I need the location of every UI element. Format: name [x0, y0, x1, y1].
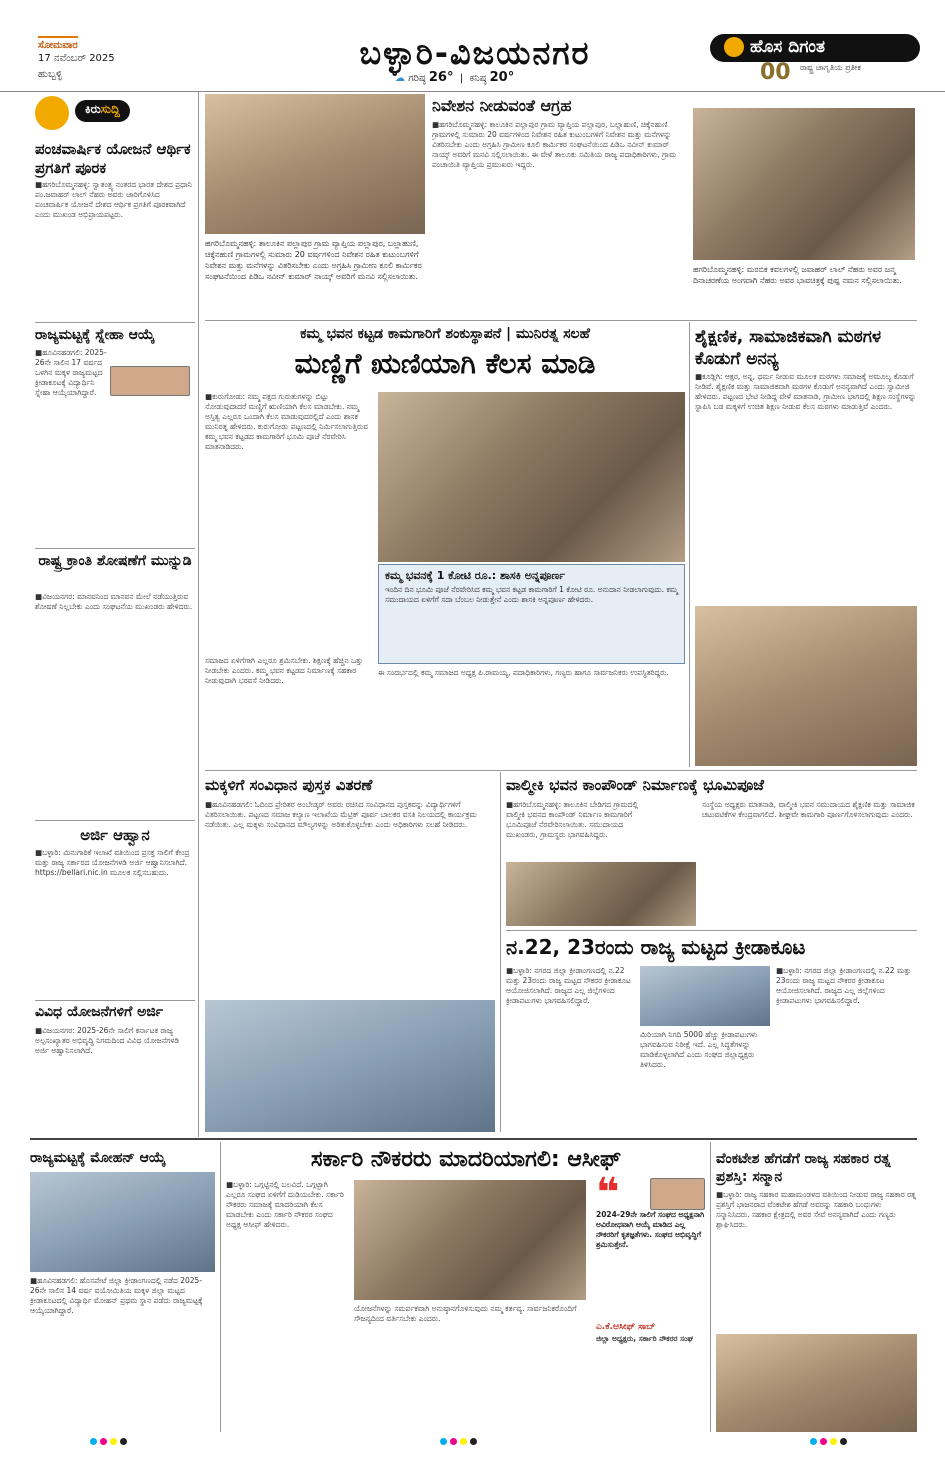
story-body: ■ಬಳ್ಳಾರಿ: ರಾಜ್ಯ ಸಹಕಾರ ಮಹಾಮಂಡಳದ ವತಿಯಿಂದ ನೀಡುವ ರಾಜ್ಯ ಸಹಕಾರ ರತ್ನ ಪ್ರಶಸ್ತಿಗೆ ಭಾಜನರಾದ ವೆಂಕಟೇಶ ಹೆಗಡೆ ಅವರನ್ನು ಸಹಕಾರಿ ಬಂಧುಗಳು ಸನ್ಮಾನಿಸಿದರು. ಸಹಕಾರ ಕ್ಷೇತ್ರದಲ್ಲಿ ಅವರ ಸೇವೆ ಅನನ್ಯವಾಗಿದೆ ಎಂದು ಗಣ್ಯರು ಶ್ಲಾಘಿಸಿದರು. [716, 1190, 917, 1229]
brief-headline: ವಿವಿಧ ಯೋಜನೆಗಳಿಗೆ ಅರ್ಜಿ [35, 1004, 164, 1020]
cloud-icon: ☁ [395, 73, 405, 84]
temp-max-label: ಗರಿಷ್ಠ [408, 73, 426, 84]
photo-caption: ಹಗರಿಬೊಮ್ಮನಹಳ್ಳಿ: ತಾಲೂಕಿನ ಪಲ್ಲಾಪುರ ಗ್ರಾಮ ವ್ಯಾಪ್ತಿಯ ಪಲ್ಲಾಪುರ, ಬಲ್ಲಾಹುಣಿ, ಚಿಕ್ಕೆನಹುಣಿ ಗ್ರಾಮಗಳಲ್ಲಿ ಸುಮಾರು 20 ವರ್ಷಗಳಿಂದ ನಿವೇಶನ ರಹಿತ ಕುಟುಂಬಗಳಿಗೆ ನಿವೇಶನ ಮತ್ತು ಮನೆಗಳನ್ನು ವಿತರಿಸಬೇಕು ಎಂದು ಅಗ್ರಹಿಸಿ ಗ್ರಾಮೀಣ ಕೂಲಿ ಕಾರ್ಮಿಕರ ಸಂಘಟನೆಯಿಂದ ಪಿಡಿಒ ನವೀನ್ ಕುಮಾರ್ ನಾಯ್ಕ್ ಅವರಿಗೆ ಮನವಿ ಸಲ್ಲಿಸಲಾಯಿತು. [205, 239, 422, 281]
main-kicker: ಕಮ್ಮ ಭವನ ಕಟ್ಟಡ ಕಾಮಗಾರಿಗೆ ಶಂಕುಸ್ಥಾಪನೆ | ಮುನಿರತ್ನ ಸಲಹೆ [300, 326, 590, 342]
bhoomi-pooja-photo [506, 862, 696, 926]
box-headline: ಕಮ್ಮ ಭವನಕ್ಕೆ 1 ಕೋಟಿ ರೂ.: ಶಾಸಕಿ ಅನ್ನಪೂರ್ಣ [385, 569, 565, 582]
story-body: ■ಬಳ್ಳಾರಿ: ಒಗ್ಗಟ್ಟಿನಲ್ಲಿ ಬಲವಿದೆ. ಒಗ್ಗಟ್ಟಾಗಿ ಎಲ್ಲರೂ ಸಂಘದ ಏಳಿಗೆಗೆ ದುಡಿಯಬೇಕು. ಸರ್ಕಾರಿ ನೌಕರರು ಸಮಾಜಕ್ಕೆ ಮಾದರಿಯಾಗಿ ಕೆಲಸ ಮಾಡಬೇಕು ಎಂದು ಸರ್ಕಾರಿ ನೌಕರರ ಸಂಘದ ಅಧ್ಯಕ್ಷ ಆಸೀಫ್ ಹೇಳಿದರು. [226, 1180, 344, 1229]
divider [205, 320, 917, 321]
box-body: ಇಂದಿನ ದಿನ ಭೂಮಿ ಪೂಜೆ ನೆರವೇರಿಸಿದ ಕಮ್ಮ ಭವನ ಕಟ್ಟಡ ಕಾಮಗಾರಿಗೆ 1 ಕೋಟಿ ರೂ. ಅನುದಾನ ನೀಡಲಾಗುವುದು. ಕಮ್ಮ ಸಮುದಾಯದ ಏಳಿಗೆಗೆ ಸದಾ ಬೆಂಬಲ ನೀಡುತ್ತೇನೆ ಎಂದು ಶಾಸಕಿ ಅನ್ನಪೂರ್ಣ ಹೇಳಿದರು. [385, 585, 678, 604]
press-meet-photo [640, 966, 770, 1026]
asif-portrait [650, 1178, 705, 1210]
registration-dot [460, 1438, 467, 1445]
story-body: ■ಹಗರಿಬೊಮ್ಮನಹಳ್ಳಿ: ಕಾಲೂಕಿನ ಪಲ್ಲಾಪುರ ಗ್ರಾಮ ವ್ಯಾಪ್ತಿಯ ಪಲ್ಲಾಪುರ, ಬಲ್ಲಾಹುಣಿ, ಚಿಕ್ಕೆನಹುಣಿ ಗ್ರಾಮಗಳಲ್ಲಿ ಸುಮಾರು 20 ವರ್ಷಗಳಿಂದ ನಿವೇಶನ ರಹಿತ ಕುಟುಂಬಗಳಿಗೆ ನಿವೇಶನ ಮತ್ತು ಮನೆಗಳನ್ನು ವಿತರಿಸಬೇಕು ಎಂದು ಅಗ್ರಹಿಸಿ ಗ್ರಾಮೀಣ ಕೂಲಿ ಕಾರ್ಮಿಕರ ಸಂಘಟನೆಯಿಂದ ಪಿಡಿಒ ನವೀನ್ ಕುಮಾರ್ ನಾಯ್ಕ್ ಅವರಿಗೆ ಮನವಿ ಸಲ್ಲಿಸಲಾಯಿತು. ಈ ವೇಳೆ ತಾಲೂಕು ಸಮಿತಿಯ ರಾಜ್ಯ ಪದಾಧಿಕಾರಿಗಳು, ಗ್ರಾಮ ಪಂಚಾಯಿತಿ ವ್ಯಾಪ್ತಿಯ ಪ್ರಮುಖರು ಇದ್ದರು. [432, 120, 677, 169]
print-registration-marks [90, 1437, 130, 1448]
divider [35, 548, 195, 549]
briefs-banner [35, 92, 190, 132]
column-divider [500, 772, 501, 1132]
photo-caption: ಹಗರಿಬೊಮ್ಮನಹಳ್ಳಿ: ಮರಬಿಕ ಕವಲಗಳಲ್ಲಿ ಜವಾಹರ್ ಲಾಲ್ ನೆಹರು ಅವರ ಜನ್ಮ ದಿನಾಚರಣೆಯ ಅಂಗವಾಗಿ ನೆಹರು ಅವರ ಭಾವಚಿತ್ರಕ್ಕೆ ಪುಷ್ಪ ನಮನ ಸಲ್ಲಿಸಲಾಯಿತು. [693, 265, 902, 285]
city: ಹುಬ್ಬಳ್ಳಿ [38, 69, 63, 80]
story-body: ಯೋಜನೆಗಳನ್ನು ಸಮರ್ಪಕವಾಗಿ ಅನುಷ್ಠಾನಗೊಳಿಸುವುದು ನಮ್ಮ ಕರ್ತವ್ಯ. ಸಾರ್ವಜನಿಕರೊಂದಿಗೆ ಸೌಜನ್ಯದಿಂದ ವರ್ತಿಸಬೇಕು ಎಂದರು. [354, 1304, 577, 1323]
registration-dot [810, 1438, 817, 1445]
students-photo [205, 1000, 495, 1132]
page-number: 00 [760, 60, 791, 85]
registration-dot [840, 1438, 847, 1445]
brief-body: ■ವಿಜಯನಗರ: 2025-26ನೇ ಸಾಲಿಗೆ ಕರ್ನಾಟಕ ರಾಜ್ಯ ಅಲ್ಪಸಂಖ್ಯಾತರ ಅಭಿವೃದ್ಧಿ ನಿಗಮದಿಂದ ವಿವಿಧ ಯೋಜನೆಗಳಡಿ ಅರ್ಜಿ ಆಹ್ವಾನಿಸಲಾಗಿದೆ. [35, 1026, 180, 1055]
story-headline: ನಿವೇಶನ ನೀಡುವಂತೆ ಆಗ್ರಹ [432, 96, 572, 115]
column-divider [220, 1142, 221, 1432]
date: 17 ನವೆಂಬರ್ 2025 [38, 53, 115, 64]
registration-dot [830, 1438, 837, 1445]
story-body: ■ಬಳ್ಳಾರಿ: ನಗರದ ಜಿಲ್ಲಾ ಕ್ರೀಡಾಂಗಣದಲ್ಲಿ ನ.22 ಮತ್ತು 23ರಂದು ರಾಜ್ಯ ಮಟ್ಟದ ನೌಕರರ ಕ್ರೀಡಾಕೂಟ ಆಯೋಜಿಸಲಾಗಿದೆ. ರಾಜ್ಯದ ಎಲ್ಲ ಜಿಲ್ಲೆಗಳಿಂದ ಕ್ರೀಡಾಪಟುಗಳು ಭಾಗವಹಿಸಲಿದ್ದಾರೆ. [776, 966, 912, 1005]
story-headline: ಮಕ್ಕಳಿಗೆ ಸಂವಿಧಾನ ಪುಸ್ತಕ ವಿತರಣೆ [205, 776, 373, 794]
nehru-tribute-photo [693, 108, 915, 260]
ceremony-photo [378, 392, 685, 562]
brief-headline: ಅರ್ಜಿ ಆಹ್ವಾನ [80, 826, 150, 844]
brief-body: ■ಹೂವಿನಹಡಗಲಿ: 2025-26ನೇ ಸಾಲಿನ 17 ವರ್ಷದ ಒಳಗಿನ ಮಕ್ಕಳ ರಾಜ್ಯಮಟ್ಟದ ಕ್ರೀಡಾಕೂಟಕ್ಕೆ ವಿದ್ಯಾರ್ಥಿನಿ ಸ್ನೇಹಾ ಆಯ್ಕೆಯಾಗಿದ್ದಾರೆ. [35, 348, 107, 397]
story-headline: ಶೈಕ್ಷಣಿಕ, ಸಾಮಾಜಿಕವಾಗಿ ಮಠಗಳ ಕೊಡುಗೆ ಅನನ್ಯ [695, 327, 882, 369]
masthead-tagline: ರಾಷ್ಟ್ರ ಜಾಗೃತಿಯ ಪ್ರತೀಕ [800, 63, 861, 72]
hand-icon [35, 96, 69, 130]
felicitation-photo [716, 1334, 917, 1432]
story-body: ■ಕೂಡ್ಲಿಗಿ: ಆಕ್ಷರ, ಅನ್ನ, ಧರ್ಮ ನೀಡುವ ಮೂಲಕ ಮಠಗಳು ಸಮಾಜಕ್ಕೆ ಅಮೂಲ್ಯ ಕೊಡುಗೆ ನೀಡಿವೆ. ಶೈಕ್ಷಣಿಕ ಮತ್ತು ಸಾಮಾಜಿಕವಾಗಿ ಮಠಗಳ ಕೊಡುಗೆ ಅನನ್ಯವಾಗಿದೆ ಎಂದು ಸ್ವಾಮೀಜಿ ಹೇಳಿದರು. ಪಟ್ಟಣದ ಭೇಟಿ ನೀಡಿದ್ದ ವೇಳೆ ಮಾತನಾಡಿ, ಗ್ರಾಮೀಣ ಭಾಗದಲ್ಲಿ ಶಿಕ್ಷಣ ಸಂಸ್ಥೆಗಳನ್ನು ಸ್ಥಾಪಿಸಿ ಬಡ ಮಕ್ಕಳಿಗೆ ಉಚಿತ ಶಿಕ್ಷಣ ನೀಡುವ ಕೆಲಸ ಮಠಗಳು ಮಾಡುತ್ತಿವೆ ಎಂದರು. [695, 372, 917, 411]
newspaper-logo [710, 34, 920, 62]
registration-dot [100, 1438, 107, 1445]
registration-dot [90, 1438, 97, 1445]
registration-dot [820, 1438, 827, 1445]
edition-title: ಬಳ್ಳಾರಿ-ವಿಜಯನಗರ [359, 34, 591, 72]
story-headline: ರಾಜ್ಯಮಟ್ಟಕ್ಕೆ ಮೋಹನ್ ಆಯ್ಕೆ [30, 1150, 166, 1166]
story-body: ■ಹೂವಿನಹಡಗಲಿ: ಹೊಸಪೇಟೆ ಜಿಲ್ಲಾ ಕ್ರೀಡಾಂಗಣದಲ್ಲಿ ನಡೆದ 2025-26ನೇ ಸಾಲಿನ 14 ವರ್ಷ ವಯೋಮಿತಿಯ ಮಕ್ಕಳ ಜಿಲ್ಲಾ ಮಟ್ಟದ ಕ್ರೀಡಾಕೂಟದಲ್ಲಿ ವಿದ್ಯಾರ್ಥಿ ಮೋಹನ್ ಪ್ರಥಮ ಸ್ಥಾನ ಪಡೆದು ರಾಜ್ಯಮಟ್ಟಕ್ಕೆ ಆಯ್ಕೆಯಾಗಿದ್ದಾರೆ. [30, 1276, 203, 1315]
main-body: ಈ ಸಂದರ್ಭದಲ್ಲಿ ಕಮ್ಮ ಸಮಾಜದ ಅಧ್ಯಕ್ಷ ಪಿ.ರಾಮಯ್ಯ, ಪದಾಧಿಕಾರಿಗಳು, ಗಣ್ಯರು ಹಾಗೂ ಸಾರ್ವಜನಿಕರು ಉಪಸ್ಥಿತರಿದ್ದರು. [378, 668, 669, 677]
quote-role: ಜಿಲ್ಲಾ ಅಧ್ಯಕ್ಷರು, ಸರ್ಕಾರಿ ನೌಕರರ ಸಂಘ [596, 1334, 694, 1343]
briefs-title [75, 100, 130, 122]
story-body: ■ಹಗರಿಬೊಮ್ಮನಹಳ್ಳಿ: ತಾಲೂಕಿನ ಬೇಡಿಗದ ಗ್ರಾಮದಲ್ಲಿ ವಾಲ್ಮೀಕಿ ಭವನದ ಕಾಂಪೌಂಡ್ ನಿರ್ಮಾಣ ಕಾಮಗಾರಿಗೆ ಭೂಮಿಪೂಜೆ ನೆರವೇರಿಸಲಾಯಿತು. ಸಮುದಾಯದ ಮುಖಂಡರು, ಗ್ರಾಮಸ್ಥರು ಭಾಗವಹಿಸಿದ್ದರು. [506, 800, 639, 839]
story-headline: ನ.22, 23ರಂದು ರಾಜ್ಯ ಮಟ್ಟದ ಕ್ರೀಡಾಕೂಟ [506, 935, 806, 959]
brief-body: ■ಬಳ್ಳಾರಿ: ಮಿನುಗಾರಿಕೆ ಇಲಾಖೆ ವತಿಯಿಂದ ಪ್ರಸಕ್ತ ಸಾಲಿಗೆ ಕೇಂದ್ರ ಮತ್ತು ರಾಜ್ಯ ಸರ್ಕಾರದ ಯೋಜನೆಗಳಡಿ ಅರ್ಜಿ ಆಹ್ವಾನಿಸಲಾಗಿದೆ. https://bellari.nic.in ಮೂಲಕ ಸಲ್ಲಿಸಬಹುದು. [35, 848, 190, 877]
highlight-box [378, 564, 685, 664]
divider [506, 930, 917, 931]
print-registration-marks [440, 1437, 480, 1448]
temp-min: 20° [489, 70, 515, 85]
registration-dot [470, 1438, 477, 1445]
print-registration-marks [810, 1437, 850, 1448]
brief-body: ■ಹಗರಿಬೊಮ್ಮನಹಳ್ಳಿ: ಸ್ವಾತಂತ್ರ್ಯ ನಂತರದ ಭಾರತ ದೇಶದ ಪ್ರಧಾನಿ ಪಂ.ಜವಾಹರ್ ಲಾಲ್ ನೆಹರು ಅವರು ಜಾರಿಗೊಳಿಸಿದ ಪಂಚವಾರ್ಷಿಕ ಯೋಜನೆ ದೇಶದ ಆರ್ಥಿಕ ಪ್ರಗತಿಗೆ ಪೂರಕವಾಗಿದೆ ಎಂದು ಮುಖಂಡ ಅಭಿಪ್ರಾಯಪಟ್ಟರು. [35, 180, 192, 219]
registration-dot [110, 1438, 117, 1445]
student-photo [110, 366, 190, 396]
story-headline: ಸರ್ಕಾರಿ ನೌಕರರು ಮಾದರಿಯಾಗಲಿ: ಆಸೀಫ್ [310, 1147, 622, 1172]
association-photo [354, 1180, 586, 1300]
story-body: ಸಂಸ್ಥೆಯ ಅಧ್ಯಕ್ಷರು ಮಾತನಾಡಿ, ವಾಲ್ಮೀಕಿ ಭವನ ಸಮುದಾಯದ ಶೈಕ್ಷಣಿಕ ಮತ್ತು ಸಾಮಾಜಿಕ ಚಟುವಟಿಕೆಗಳ ಕೇಂದ್ರವಾಗಲಿದೆ. ಶೀಘ್ರವೇ ಕಾಮಗಾರಿ ಪೂರ್ಣಗೊಳಿಸಲಾಗುವುದು ಎಂದರು. [702, 800, 915, 819]
weather: ☁ ಗರಿಷ್ಠ 26° | ಕನಿಷ್ಠ 20° [395, 70, 515, 85]
masthead-name: ಹೊಸ ದಿಗಂತ [750, 37, 825, 57]
pull-quote: 2024-29ನೇ ಸಾಲಿಗೆ ಸಂಘದ ಅಧ್ಯಕ್ಷನಾಗಿ ಅವಿರೋಧವಾಗಿ ಆಯ್ಕೆ ಮಾಡಿದ ಎಲ್ಲ ನೌಕರರಿಗೆ ಕೃತಜ್ಞತೆಗಳು. ಸಂಘದ ಅಭಿವೃದ್ಧಿಗೆ ಶ್ರಮಿಸುತ್ತೇನೆ. [596, 1210, 705, 1249]
main-body: ■ಕುರುಗೋಡು: ನಮ್ಮ ಪಕ್ಷದ ಗುರುತುಗಳನ್ನು ಬಿಟ್ಟು ನೋಡುವುದಾದರೆ ಮಣ್ಣಿಗೆ ಋಣಿಯಾಗಿ ಕೆಲಸ ಮಾಡಬೇಕು. ನಮ್ಮ ಅಸ್ತಿತ್ವ ಎಲ್ಲರೂ ಒಂದಾಗಿ ಕೆಲಸ ಮಾಡುವುದರಲ್ಲಿದೆ ಎಂದು ಶಾಸಕ ಮುನಿರತ್ನ ಹೇಳಿದರು. ಕುರುಗೋಡು ಪಟ್ಟಣದಲ್ಲಿ ನಿರ್ಮಿಸಲಾಗುತ್ತಿರುವ ಕಮ್ಮ ಭವನ ಕಟ್ಟಡದ ಕಾಮಗಾರಿಗೆ ಭೂಮಿ ಪೂಜೆ ನೆರವೇರಿಸಿ ಮಾತನಾಡಿದರು. [205, 392, 369, 451]
brief-body: ■ವಿಜಯನಗರ: ಮಾನವನಿಂದ ಮಾನವನ ಮೇಲೆ ನಡೆಯುತ್ತಿರುವ ಶೋಷಣೆ ನಿಲ್ಲಬೇಕು ಎಂದು ಸಂಘಟನೆಯ ಮುಖಂಡರು ಹೇಳಿದರು. [35, 592, 193, 611]
divider [35, 322, 195, 323]
story-headline: ವಾಲ್ಮೀಕಿ ಭವನ ಕಾಂಪೌಂಡ್ ನಿರ್ಮಾಣಕ್ಕೆ ಭೂಮಿಪೂಜೆ [506, 776, 764, 794]
registration-dot [440, 1438, 447, 1445]
story-body: ಮಿರಿಯಾಗಿ ನಿಗದಿ 5000 ಹೆಚ್ಚು ಕ್ರೀಡಾಪಟುಗಳು ಭಾಗವಹಿಸುವ ನಿರೀಕ್ಷೆ ಇದೆ. ಎಲ್ಲ ಸಿದ್ಧತೆಗಳನ್ನು ಮಾಡಿಕೊಳ್ಳಲಾಗಿದೆ ಎಂದು ಸಂಘದ ಜಿಲ್ಲಾಧ್ಯಕ್ಷರು ತಿಳಿಸಿದರು. [640, 1030, 758, 1069]
divider [30, 1138, 917, 1140]
column-divider [198, 92, 199, 1137]
temp-min-label: ಕನಿಷ್ಠ [469, 73, 487, 84]
divider [205, 770, 917, 771]
story-body: ■ಹೂವಿನಹಡಗಲಿ: ಓದಿಂದ ಪ್ರೇರಿತರ ಅಂಬೇಡ್ಕರ್ ಅವರು ರಚಿಸಿದ ಸಂವಿಧಾನದ ಪುಸ್ತಕವನ್ನು ವಿದ್ಯಾರ್ಥಿಗಳಿಗೆ ವಿತರಿಸಲಾಯಿತು. ಪಟ್ಟಣದ ಸಮಾಜ ಕಲ್ಯಾಣ ಇಲಾಖೆಯ ಮೆಟ್ರಿಕ್ ಪೂರ್ವ ಬಾಲಕರ ವಸತಿ ನಿಲಯದಲ್ಲಿ ಕಾರ್ಯಕ್ರಮ ನಡೆಯಿತು. ಎಲ್ಲ ಮಕ್ಕಳು ಸಂವಿಧಾನದ ಮೌಲ್ಯಗಳನ್ನು ಅರಿತುಕೊಳ್ಳಬೇಕು ಎಂದು ಅಧಿಕಾರಿಗಳು ಸಲಹೆ ನೀಡಿದರು. [205, 800, 477, 829]
logo-icon [724, 37, 744, 57]
story-headline: ವೆಂಕಟೇಶ ಹೆಗಡೆಗೆ ರಾಜ್ಯ ಸಹಕಾರ ರತ್ನ ಪ್ರಶಸ್ತಿ: ಸನ್ಮಾನ [716, 1151, 891, 1185]
brief-headline: ರಾಷ್ಟ್ರ ಕ್ರಾಂತಿ ಶೋಷಣೆಗೆ ಮುನ್ನುಡಿ [38, 553, 192, 569]
temp-max: 26° [428, 70, 454, 85]
date-box [38, 36, 148, 81]
registration-dot [120, 1438, 127, 1445]
briefs-title-part: ಕಿರು [85, 102, 101, 116]
brief-headline: ಪಂಚವಾರ್ಷಿಕ ಯೋಜನೆ ಆರ್ಥಿಕ ಪ್ರಗತಿಗೆ ಪೂರಕ [35, 140, 191, 177]
column-divider [689, 322, 690, 767]
memorandum-photo [205, 94, 425, 234]
main-body: ಸಮಾಜದ ಏಳಿಗೆಗಾಗಿ ಎಲ್ಲರೂ ಶ್ರಮಿಸಬೇಕು. ಶಿಕ್ಷಣಕ್ಕೆ ಹೆಚ್ಚಿನ ಒತ್ತು ನೀಡಬೇಕು ಎಂದರು. ಕಮ್ಮ ಭವನ ಕಟ್ಟಡದ ನಿರ್ಮಾಣಕ್ಕೆ ಸಹಕಾರ ನೀಡುವುದಾಗಿ ಭರವಸೆ ನೀಡಿದರು. [205, 656, 364, 685]
column-divider [710, 1142, 711, 1432]
main-headline: ಮಣ್ಣಿಗೆ ಋಣಿಯಾಗಿ ಕೆಲಸ ಮಾಡಿ [294, 347, 596, 380]
divider [35, 820, 195, 821]
athlete-photo [30, 1172, 215, 1272]
divider [35, 1000, 195, 1001]
story-body: ■ಬಳ್ಳಾರಿ: ನಗರದ ಜಿಲ್ಲಾ ಕ್ರೀಡಾಂಗಣದಲ್ಲಿ ನ.22 ಮತ್ತು 23ರಂದು ರಾಜ್ಯ ಮಟ್ಟದ ನೌಕರರ ಕ್ರೀಡಾಕೂಟ ಆಯೋಜಿಸಲಾಗಿದೆ. ರಾಜ್ಯದ ಎಲ್ಲ ಜಿಲ್ಲೆಗಳಿಂದ ಕ್ರೀಡಾಪಟುಗಳು ಭಾಗವಹಿಸಲಿದ್ದಾರೆ. [506, 966, 631, 1005]
masthead-header [0, 0, 945, 92]
quote-icon: ❝ [596, 1170, 620, 1216]
registration-dot [450, 1438, 457, 1445]
brief-headline: ರಾಜ್ಯಮಟ್ಟಕ್ಕೆ ಸ್ನೇಹಾ ಆಯ್ಕೆ [35, 327, 155, 343]
swamiji-photo [695, 606, 917, 766]
quote-name: ಎ.ಕೆ.ಆಸೀಫ್ ಸಾಬ್ [596, 1322, 656, 1332]
briefs-title-accent: ಸುದ್ದಿ [100, 102, 120, 116]
weekday: ಸೋಮವಾರ [38, 36, 78, 52]
